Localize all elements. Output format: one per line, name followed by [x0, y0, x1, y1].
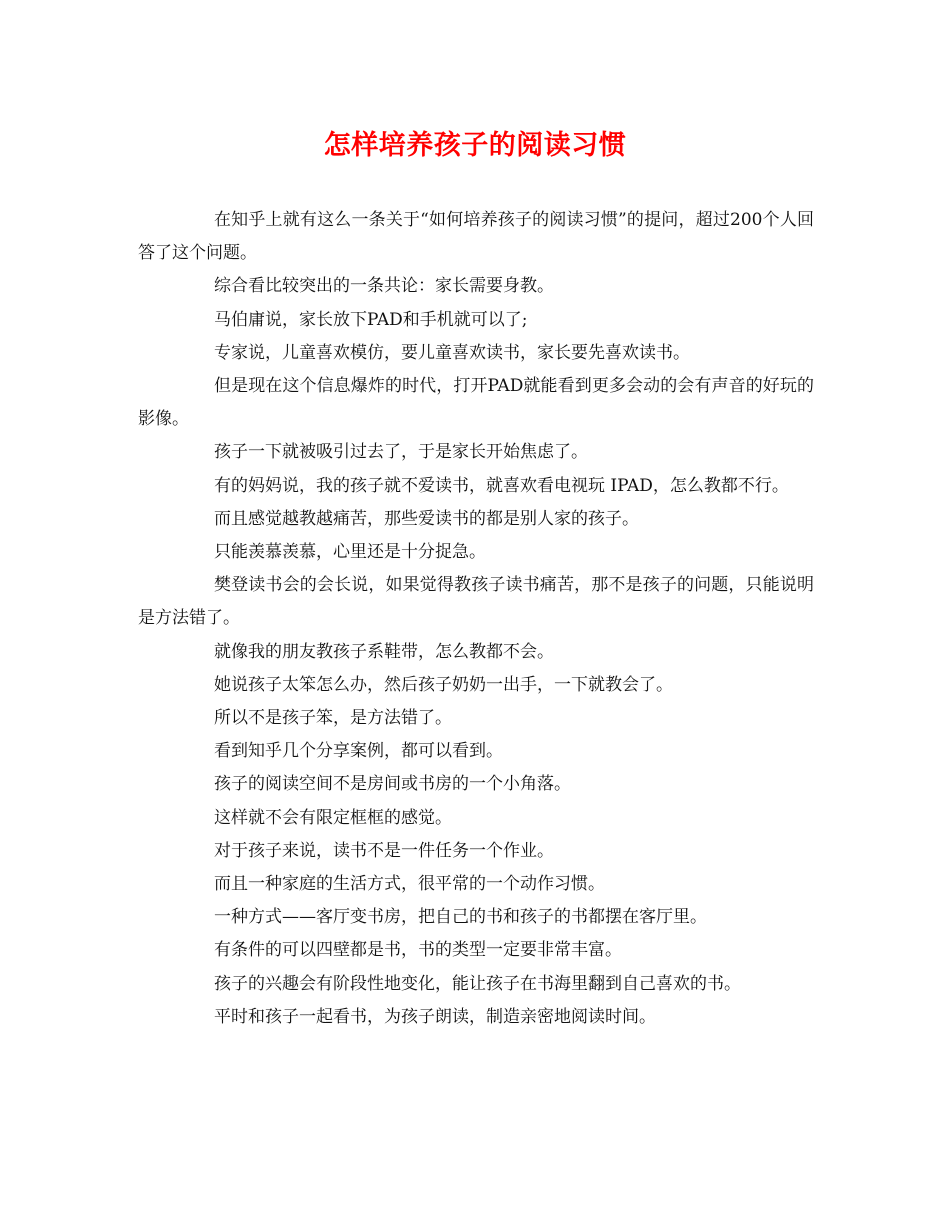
paragraph: 看到知乎几个分享案例，都可以看到。 — [214, 741, 503, 762]
paragraph: 一种方式——客厅变书房，把自己的书和孩子的书都摆在客厅里。 — [214, 907, 707, 928]
document-title: 怎样培养孩子的阅读习惯 — [323, 130, 627, 161]
document-body — [138, 204, 814, 1034]
paragraph: 在知乎上就有这么一条关于“如何培养孩子的阅读习惯”的提问，超过200个人回答了这个问题。 — [138, 210, 814, 264]
paragraph: 孩子一下就被吸引过去了，于是家长开始焦虑了。 — [214, 442, 588, 463]
paragraph: 而且感觉越教越痛苦，那些爱读书的都是别人家的孩子。 — [214, 508, 639, 529]
paragraph: 樊登读书会的会长说，如果觉得教孩子读书痛苦，那不是孩子的问题，只能说明是方法错了。 — [138, 575, 814, 629]
paragraph: 孩子的兴趣会有阶段性地变化，能让孩子在书海里翻到自己喜欢的书。 — [214, 973, 741, 994]
paragraph: 对于孩子来说，读书不是一件任务一个作业。 — [214, 840, 554, 861]
paragraph: 而且一种家庭的生活方式，很平常的一个动作习惯。 — [214, 874, 605, 895]
paragraph: 就像我的朋友教孩子系鞋带，怎么教都不会。 — [214, 641, 554, 662]
paragraph: 所以不是孩子笨，是方法错了。 — [214, 708, 452, 729]
paragraph: 马伯庸说，家长放下PAD和手机就可以了; — [214, 309, 528, 330]
paragraph: 有条件的可以四壁都是书，书的类型一定要非常丰富。 — [214, 940, 622, 961]
paragraph: 但是现在这个信息爆炸的时代，打开PAD就能看到更多会动的会有声音的好玩的影像。 — [138, 376, 814, 430]
paragraph: 孩子的阅读空间不是房间或书房的一个小角落。 — [214, 774, 571, 795]
paragraph: 平时和孩子一起看书，为孩子朗读，制造亲密地阅读时间。 — [214, 1006, 656, 1027]
paragraph: 她说孩子太笨怎么办，然后孩子奶奶一出手，一下就教会了。 — [214, 674, 673, 695]
paragraph: 有的妈妈说，我的孩子就不爱读书，就喜欢看电视玩 IPAD，怎么教都不行。 — [214, 475, 789, 496]
paragraph: 这样就不会有限定框框的感觉。 — [214, 807, 452, 828]
paragraph: 只能羡慕羡慕，心里还是十分捉急。 — [214, 542, 486, 563]
paragraph: 综合看比较突出的一条共论：家长需要身教。 — [214, 276, 554, 297]
paragraph: 专家说，儿童喜欢模仿，要儿童喜欢读书，家长要先喜欢读书。 — [214, 342, 690, 363]
